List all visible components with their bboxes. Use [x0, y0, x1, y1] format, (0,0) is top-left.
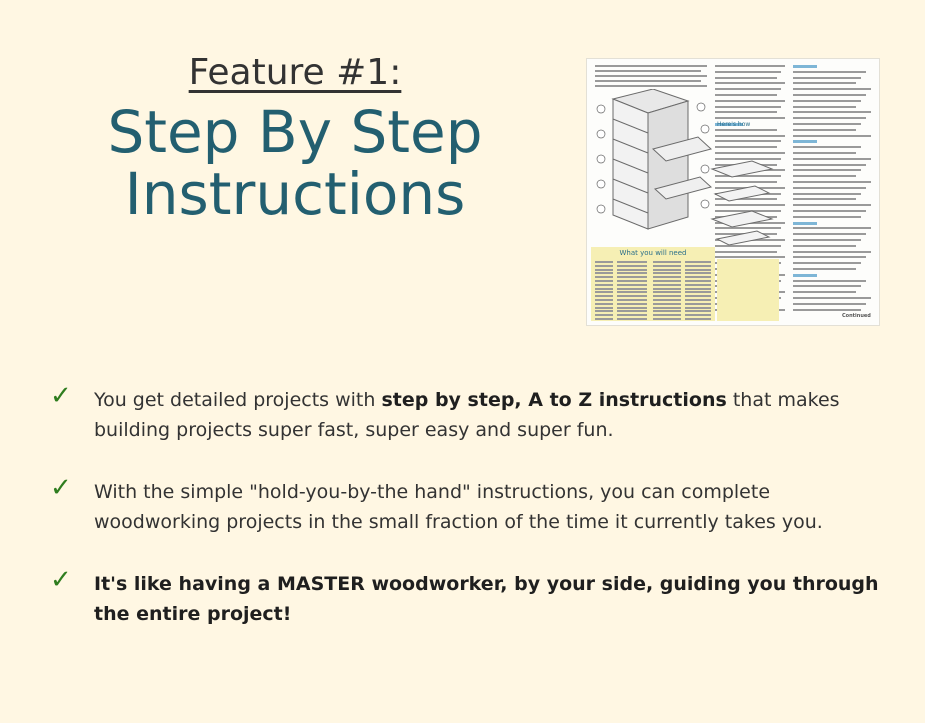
text-line: [685, 269, 711, 271]
text-line: [617, 291, 647, 293]
text-line: [685, 261, 711, 263]
text-line: [653, 284, 681, 286]
text-line: [617, 276, 647, 278]
text-line: [715, 106, 781, 108]
text-line: [715, 65, 785, 67]
text-line: [715, 140, 781, 142]
text-line: [595, 288, 613, 290]
text-line: [653, 265, 681, 267]
text-line: [793, 181, 871, 183]
text-line: [793, 193, 861, 195]
text-line: [793, 88, 871, 90]
text-line: [653, 295, 681, 297]
text-line: [617, 303, 647, 305]
text-line: [685, 272, 711, 274]
text-line: [715, 135, 785, 137]
text-line: [595, 307, 613, 309]
text-line: [793, 152, 856, 154]
drawer-diagram: [707, 159, 777, 249]
text-line: [595, 65, 707, 67]
text-line: [793, 256, 866, 258]
text-line: [793, 245, 856, 247]
text-line: [595, 80, 701, 82]
text-line: [793, 146, 861, 148]
text-line: [617, 299, 647, 301]
text-line: [793, 117, 866, 119]
text-line: [793, 175, 856, 177]
text-line: [653, 303, 681, 305]
text-line: [793, 123, 861, 125]
text-line: [715, 71, 781, 73]
benefit-item: [50, 565, 890, 629]
text-line: [653, 288, 681, 290]
text-line: [793, 204, 871, 206]
parts-table-2: [717, 259, 779, 321]
text-line: [595, 276, 613, 278]
text-line: [595, 318, 613, 320]
text-line: [793, 268, 856, 270]
text-line: [617, 318, 647, 320]
text-line: [715, 88, 781, 90]
benefit-text: With the simple "hold-you-by-the hand" instructions, you can complete woodworking projects in the small fraction of the time it currently takes you.: [94, 481, 823, 533]
text-line: [793, 262, 861, 264]
text-line: [715, 146, 777, 148]
text-line: [793, 216, 861, 218]
text-line: [793, 135, 871, 137]
text-line: [617, 265, 647, 267]
text-line: [685, 280, 711, 282]
text-line: [685, 299, 711, 301]
text-line: [793, 222, 817, 225]
text-line: [595, 75, 707, 77]
text-line: [793, 227, 871, 229]
text-line: [617, 280, 647, 282]
text-line: [793, 82, 856, 84]
text-line: [793, 274, 817, 277]
text-line: [653, 280, 681, 282]
text-line: [793, 140, 817, 143]
text-line: [595, 314, 613, 316]
text-line: [653, 269, 681, 271]
parts-table: [591, 247, 715, 321]
text-line: [715, 77, 777, 79]
thumb-subheading: Here's how: [717, 121, 751, 128]
text-line: [793, 65, 817, 68]
text-line: [617, 295, 647, 297]
text-line: [653, 276, 681, 278]
text-line: [595, 299, 613, 301]
instructions-page-thumbnail: [586, 58, 880, 326]
text-line: [793, 280, 866, 282]
text-line: [617, 307, 647, 309]
thumb-continued: Continued: [842, 313, 871, 319]
text-line: [793, 291, 856, 293]
text-line: [617, 272, 647, 274]
feature-label: Feature #1:: [188, 52, 402, 93]
text-line: [653, 314, 681, 316]
checkmark-icon: ✓: [50, 473, 72, 503]
text-line: [793, 169, 861, 171]
text-line: [617, 310, 647, 312]
text-line: [653, 291, 681, 293]
text-line: [793, 285, 861, 287]
text-line: [685, 265, 711, 267]
parts-heading: What you will need: [619, 249, 687, 257]
text-line: [595, 295, 613, 297]
text-line: [595, 303, 613, 305]
text-line: [715, 94, 777, 96]
text-line: [685, 288, 711, 290]
text-line: [793, 100, 861, 102]
title-line-1: Step By Step: [107, 98, 483, 166]
text-line: [595, 291, 613, 293]
text-line: [793, 111, 871, 113]
cabinet-diagram: [593, 89, 713, 239]
text-line: [595, 284, 613, 286]
text-line: [715, 111, 777, 113]
text-line: [793, 198, 856, 200]
text-line: [793, 77, 861, 79]
text-line: [685, 276, 711, 278]
text-line: [793, 129, 856, 131]
text-line: [715, 117, 785, 119]
feature-title: [80, 98, 510, 228]
text-line: [685, 314, 711, 316]
title-line-2: Instructions: [124, 160, 466, 228]
benefit-list: [50, 381, 890, 657]
text-line: [793, 106, 856, 108]
benefit-text: It's like having a MASTER woodworker, by your side, guiding you through the entire project!: [94, 573, 879, 625]
text-line: [595, 272, 613, 274]
text-line: [685, 318, 711, 320]
text-line: [715, 82, 785, 84]
text-line: [793, 187, 866, 189]
text-line: [685, 295, 711, 297]
text-line: [685, 310, 711, 312]
checkmark-icon: ✓: [50, 565, 72, 595]
text-line: [793, 71, 866, 73]
text-line: [653, 261, 681, 263]
text-line: [793, 158, 871, 160]
benefit-text: You get detailed projects with step by step, A to Z instructions that makes building projects super fast, super easy and super fun.: [94, 389, 840, 441]
text-line: [793, 239, 861, 241]
benefit-item: [50, 381, 890, 445]
text-line: [653, 272, 681, 274]
text-line: [793, 297, 871, 299]
text-line: [793, 164, 866, 166]
text-line: [793, 303, 866, 305]
text-line: [653, 307, 681, 309]
text-line: [793, 210, 866, 212]
text-line: [617, 288, 647, 290]
text-line: [685, 284, 711, 286]
text-line: [715, 251, 777, 253]
benefit-item: [50, 473, 890, 537]
text-line: [793, 251, 871, 253]
text-line: [653, 299, 681, 301]
text-line: [653, 318, 681, 320]
text-line: [685, 307, 711, 309]
text-line: [595, 261, 613, 263]
text-line: [595, 265, 613, 267]
text-line: [793, 233, 866, 235]
text-line: [793, 309, 861, 311]
checkmark-icon: ✓: [50, 381, 72, 411]
text-line: [595, 269, 613, 271]
text-line: [653, 310, 681, 312]
text-line: [617, 284, 647, 286]
text-line: [617, 269, 647, 271]
text-line: [715, 152, 785, 154]
text-line: [715, 129, 777, 131]
text-line: [715, 100, 785, 102]
feature-header: [80, 52, 510, 228]
text-line: [595, 70, 701, 72]
text-line: [595, 280, 613, 282]
text-line: [617, 261, 647, 263]
text-line: [617, 314, 647, 316]
text-line: [595, 310, 613, 312]
text-line: [685, 291, 711, 293]
text-line: [793, 94, 866, 96]
text-line: [595, 85, 707, 87]
text-line: [685, 303, 711, 305]
